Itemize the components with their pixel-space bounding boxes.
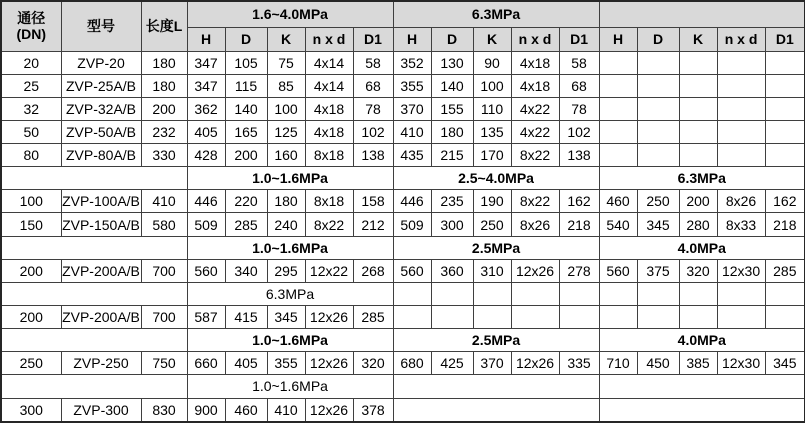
data-cell: 900 [187, 398, 225, 422]
column-header-cell: n x d [717, 27, 765, 51]
data-cell: 347 [187, 51, 225, 74]
table-row [1, 120, 805, 143]
data-cell: 8x22 [511, 190, 559, 213]
column-header-cell: 通径 (DN) [1, 1, 61, 51]
data-cell: ZVP-20 [61, 51, 141, 74]
empty-cell [431, 282, 473, 305]
empty-cell [765, 74, 805, 97]
empty-cell [1, 167, 187, 190]
empty-cell [599, 97, 637, 120]
data-cell: 138 [559, 144, 599, 167]
data-cell: 50 [1, 120, 61, 143]
empty-cell [637, 51, 679, 74]
data-cell: 8x18 [305, 190, 353, 213]
pressure-section-header: 6.3MPa [599, 167, 805, 190]
data-cell: 155 [431, 97, 473, 120]
data-cell: 12x26 [305, 306, 353, 329]
data-cell: 560 [187, 259, 225, 282]
empty-cell [637, 282, 679, 305]
empty-cell [599, 375, 805, 398]
data-cell: 100 [473, 74, 511, 97]
empty-cell [637, 97, 679, 120]
empty-cell [393, 282, 431, 305]
pressure-section-header: 1.0~1.6MPa [187, 375, 393, 398]
empty-cell [393, 306, 431, 329]
data-cell: 180 [431, 120, 473, 143]
data-cell: ZVP-250 [61, 352, 141, 375]
column-header-cell: H [599, 27, 637, 51]
pressure-section-header: 1.0~1.6MPa [187, 236, 393, 259]
data-cell: 509 [393, 213, 431, 236]
empty-cell [599, 306, 637, 329]
data-cell: 8x26 [511, 213, 559, 236]
data-cell: 110 [473, 97, 511, 120]
data-cell: 4x22 [511, 97, 559, 120]
empty-cell [511, 306, 559, 329]
data-cell: 80 [1, 144, 61, 167]
data-cell: 700 [141, 306, 187, 329]
column-header-cell: D [431, 27, 473, 51]
data-cell: 710 [599, 352, 637, 375]
data-cell: 425 [431, 352, 473, 375]
data-cell: 250 [1, 352, 61, 375]
data-cell: 8x33 [717, 213, 765, 236]
pressure-section-header: 1.0~1.6MPa [187, 329, 393, 352]
data-cell: 410 [267, 398, 305, 422]
data-cell: 32 [1, 97, 61, 120]
table-row [1, 259, 805, 282]
data-cell: 4x18 [511, 74, 559, 97]
data-cell: 240 [267, 213, 305, 236]
data-cell: 140 [431, 74, 473, 97]
data-cell: 68 [353, 74, 393, 97]
column-header-cell: K [679, 27, 717, 51]
data-cell: 218 [559, 213, 599, 236]
pressure-section-row [1, 329, 805, 352]
data-cell: 12x30 [717, 259, 765, 282]
data-cell: 268 [353, 259, 393, 282]
pressure-section-header: 2.5MPa [393, 329, 599, 352]
pressure-section-row [1, 236, 805, 259]
data-cell: ZVP-32A/B [61, 97, 141, 120]
data-cell: 8x18 [305, 144, 353, 167]
data-cell: 12x26 [305, 398, 353, 422]
data-cell: 8x22 [305, 213, 353, 236]
empty-cell [679, 306, 717, 329]
data-cell: 410 [393, 120, 431, 143]
column-header-cell: 6.3MPa [393, 1, 599, 27]
data-cell: 320 [679, 259, 717, 282]
data-cell: ZVP-50A/B [61, 120, 141, 143]
data-cell: 375 [637, 259, 679, 282]
data-cell: 285 [765, 259, 805, 282]
data-cell: 138 [353, 144, 393, 167]
data-cell: 700 [141, 259, 187, 282]
data-cell: 680 [393, 352, 431, 375]
empty-cell [765, 51, 805, 74]
data-cell: 12x26 [511, 352, 559, 375]
data-cell: 90 [473, 51, 511, 74]
table-row [1, 306, 805, 329]
empty-cell [679, 74, 717, 97]
data-cell: 160 [267, 144, 305, 167]
data-cell: 660 [187, 352, 225, 375]
empty-cell [1, 282, 187, 305]
column-header-cell: 1.6~4.0MPa [187, 1, 393, 27]
data-cell: 58 [559, 51, 599, 74]
table-row [1, 51, 805, 74]
pressure-section-row [1, 282, 805, 305]
empty-cell [1, 329, 187, 352]
data-cell: 58 [353, 51, 393, 74]
data-cell: 345 [267, 306, 305, 329]
data-cell: 102 [353, 120, 393, 143]
data-cell: 540 [599, 213, 637, 236]
table-header-row [1, 1, 805, 27]
empty-cell [599, 282, 637, 305]
data-cell: 450 [637, 352, 679, 375]
empty-cell [717, 120, 765, 143]
data-cell: 20 [1, 51, 61, 74]
data-cell: 385 [679, 352, 717, 375]
empty-cell [679, 282, 717, 305]
column-header-cell: D1 [559, 27, 599, 51]
data-cell: 125 [267, 120, 305, 143]
data-cell: 509 [187, 213, 225, 236]
data-cell: 158 [353, 190, 393, 213]
pressure-section-header: 6.3MPa [187, 282, 393, 305]
data-cell: 378 [353, 398, 393, 422]
empty-cell [679, 120, 717, 143]
data-cell: 200 [225, 144, 267, 167]
data-cell: 4x14 [305, 51, 353, 74]
empty-cell [511, 282, 559, 305]
empty-cell [637, 120, 679, 143]
column-header-cell: n x d [511, 27, 559, 51]
data-cell: 347 [187, 74, 225, 97]
data-cell: ZVP-80A/B [61, 144, 141, 167]
data-cell: 330 [141, 144, 187, 167]
empty-cell [1, 236, 187, 259]
data-cell: 460 [225, 398, 267, 422]
data-cell: 162 [765, 190, 805, 213]
data-cell: 750 [141, 352, 187, 375]
data-cell: 355 [393, 74, 431, 97]
data-cell: 130 [431, 51, 473, 74]
empty-cell [717, 282, 765, 305]
data-cell: 12x22 [305, 259, 353, 282]
empty-cell [637, 144, 679, 167]
column-header-cell [599, 1, 805, 27]
empty-cell [717, 144, 765, 167]
data-cell: 162 [559, 190, 599, 213]
data-cell: 170 [473, 144, 511, 167]
data-cell: 218 [765, 213, 805, 236]
data-cell: 12x26 [305, 352, 353, 375]
data-cell: 8x22 [511, 144, 559, 167]
data-cell: 560 [599, 259, 637, 282]
data-cell: ZVP-100A/B [61, 190, 141, 213]
data-cell: 180 [141, 74, 187, 97]
data-cell: 4x14 [305, 74, 353, 97]
data-cell: 560 [393, 259, 431, 282]
empty-cell [393, 398, 599, 422]
data-cell: 12x30 [717, 352, 765, 375]
empty-cell [717, 51, 765, 74]
table-row [1, 398, 805, 422]
empty-cell [717, 306, 765, 329]
data-cell: 180 [267, 190, 305, 213]
data-cell: 78 [559, 97, 599, 120]
empty-cell [679, 144, 717, 167]
data-cell: 200 [1, 306, 61, 329]
data-cell: 280 [679, 213, 717, 236]
data-cell: 446 [393, 190, 431, 213]
column-header-cell: K [267, 27, 305, 51]
data-cell: 135 [473, 120, 511, 143]
column-header-cell: 型号 [61, 1, 141, 51]
empty-cell [765, 282, 805, 305]
data-cell: 150 [1, 213, 61, 236]
data-cell: 212 [353, 213, 393, 236]
pressure-section-row [1, 167, 805, 190]
data-cell: 190 [473, 190, 511, 213]
empty-cell [679, 51, 717, 74]
data-cell: 587 [187, 306, 225, 329]
data-cell: 4x22 [511, 120, 559, 143]
empty-cell [599, 74, 637, 97]
data-cell: 460 [599, 190, 637, 213]
pressure-section-header: 4.0MPa [599, 236, 805, 259]
empty-cell [599, 144, 637, 167]
empty-cell [765, 120, 805, 143]
data-cell: 25 [1, 74, 61, 97]
data-cell: 320 [353, 352, 393, 375]
data-cell: 232 [141, 120, 187, 143]
empty-cell [637, 74, 679, 97]
data-cell: 830 [141, 398, 187, 422]
empty-cell [599, 398, 805, 422]
data-cell: 580 [141, 213, 187, 236]
data-cell: 180 [141, 51, 187, 74]
data-cell: 215 [431, 144, 473, 167]
data-cell: 165 [225, 120, 267, 143]
pressure-section-header: 2.5~4.0MPa [393, 167, 599, 190]
empty-cell [559, 306, 599, 329]
table-row [1, 213, 805, 236]
data-cell: 75 [267, 51, 305, 74]
column-header-cell: D [225, 27, 267, 51]
data-cell: 140 [225, 97, 267, 120]
table-row [1, 190, 805, 213]
empty-cell [473, 282, 511, 305]
data-cell: ZVP-25A/B [61, 74, 141, 97]
column-header-cell: H [187, 27, 225, 51]
empty-cell [473, 306, 511, 329]
data-cell: 446 [187, 190, 225, 213]
data-cell: 352 [393, 51, 431, 74]
table-row [1, 97, 805, 120]
data-cell: ZVP-150A/B [61, 213, 141, 236]
table-row [1, 74, 805, 97]
data-cell: 340 [225, 259, 267, 282]
data-cell: 310 [473, 259, 511, 282]
data-cell: 345 [765, 352, 805, 375]
empty-cell [679, 97, 717, 120]
data-cell: 12x26 [511, 259, 559, 282]
column-header-cell: H [393, 27, 431, 51]
empty-cell [393, 375, 599, 398]
data-cell: 278 [559, 259, 599, 282]
data-cell: 428 [187, 144, 225, 167]
data-cell: 285 [225, 213, 267, 236]
empty-cell [599, 120, 637, 143]
data-cell: 335 [559, 352, 599, 375]
data-cell: 405 [225, 352, 267, 375]
column-header-cell: 长度L [141, 1, 187, 51]
data-cell: 415 [225, 306, 267, 329]
data-cell: 200 [679, 190, 717, 213]
pressure-section-row [1, 375, 805, 398]
data-cell: 355 [267, 352, 305, 375]
column-header-cell: D1 [353, 27, 393, 51]
data-cell: 8x26 [717, 190, 765, 213]
column-header-cell: n x d [305, 27, 353, 51]
empty-cell [765, 306, 805, 329]
data-cell: 362 [187, 97, 225, 120]
data-cell: 200 [1, 259, 61, 282]
data-cell: 300 [431, 213, 473, 236]
data-cell: 4x18 [305, 97, 353, 120]
empty-cell [717, 74, 765, 97]
data-cell: 345 [637, 213, 679, 236]
data-cell: 295 [267, 259, 305, 282]
data-cell: 200 [141, 97, 187, 120]
data-cell: 220 [225, 190, 267, 213]
data-cell: ZVP-200A/B [61, 306, 141, 329]
data-cell: ZVP-200A/B [61, 259, 141, 282]
data-cell: 235 [431, 190, 473, 213]
pressure-section-header: 1.0~1.6MPa [187, 167, 393, 190]
column-header-cell: D1 [765, 27, 805, 51]
data-cell: 410 [141, 190, 187, 213]
empty-cell [717, 97, 765, 120]
data-cell: 68 [559, 74, 599, 97]
empty-cell [1, 375, 187, 398]
empty-cell [599, 51, 637, 74]
empty-cell [637, 306, 679, 329]
table-row [1, 352, 805, 375]
column-header-cell: K [473, 27, 511, 51]
empty-cell [559, 282, 599, 305]
data-cell: 360 [431, 259, 473, 282]
data-cell: 370 [473, 352, 511, 375]
data-cell: ZVP-300 [61, 398, 141, 422]
data-cell: 4x18 [305, 120, 353, 143]
data-cell: 78 [353, 97, 393, 120]
data-cell: 100 [1, 190, 61, 213]
column-header-cell: D [637, 27, 679, 51]
data-cell: 102 [559, 120, 599, 143]
dn-unit-label: (DN) [16, 26, 47, 43]
empty-cell [765, 97, 805, 120]
pressure-section-header: 4.0MPa [599, 329, 805, 352]
data-cell: 105 [225, 51, 267, 74]
data-cell: 4x18 [511, 51, 559, 74]
data-cell: 100 [267, 97, 305, 120]
data-cell: 285 [353, 306, 393, 329]
data-cell: 85 [267, 74, 305, 97]
data-cell: 370 [393, 97, 431, 120]
data-cell: 250 [473, 213, 511, 236]
empty-cell [765, 144, 805, 167]
data-cell: 250 [637, 190, 679, 213]
pressure-section-header: 2.5MPa [393, 236, 599, 259]
data-cell: 435 [393, 144, 431, 167]
table-row [1, 144, 805, 167]
data-cell: 405 [187, 120, 225, 143]
data-cell: 300 [1, 398, 61, 422]
data-cell: 115 [225, 74, 267, 97]
empty-cell [431, 306, 473, 329]
